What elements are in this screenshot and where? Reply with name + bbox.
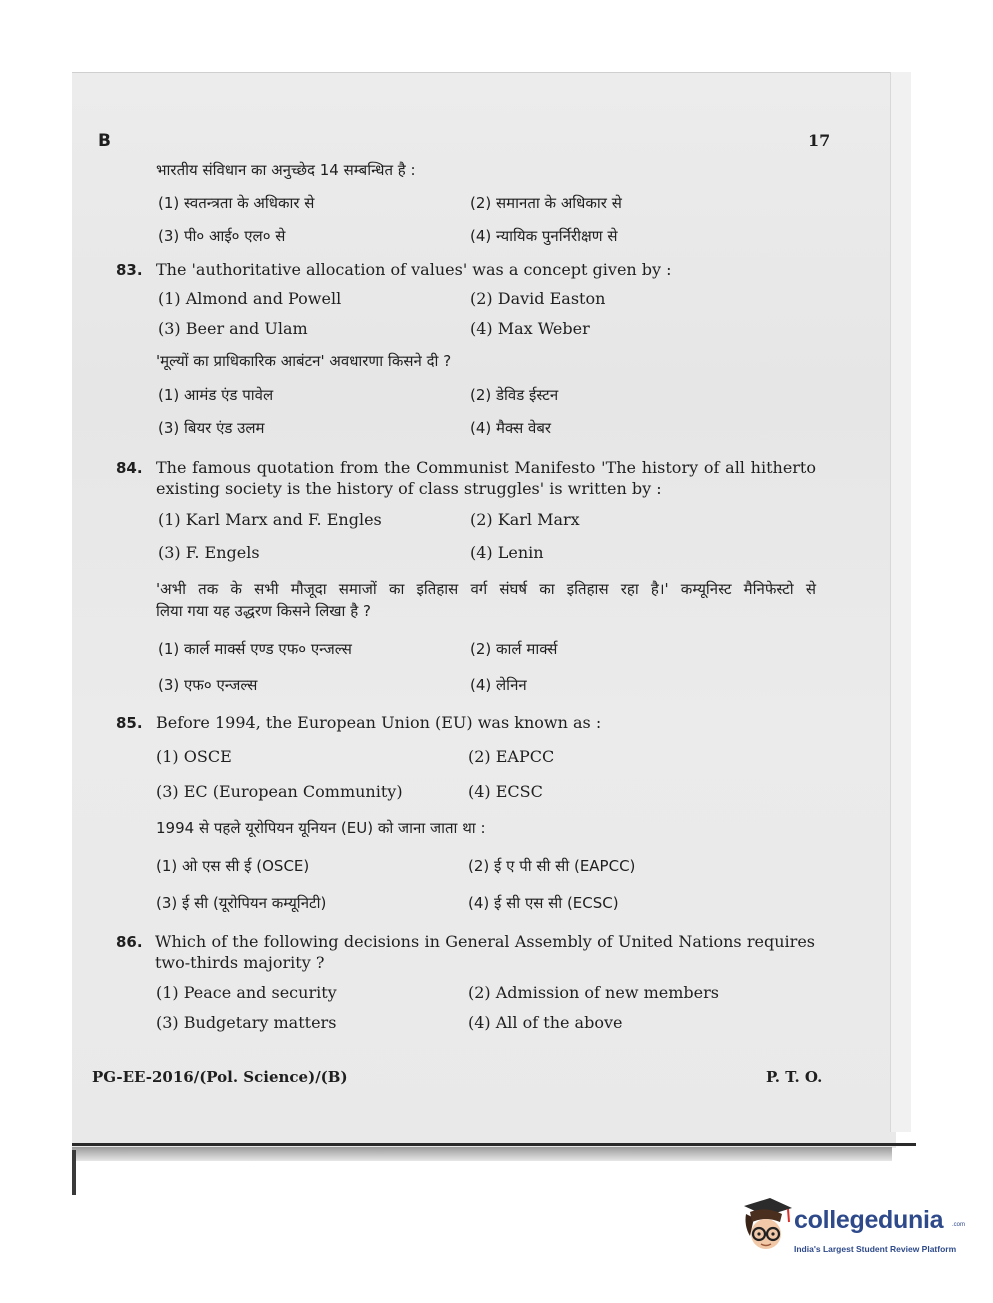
q83-hi-option-3: (3) बियर एंड उलम (158, 419, 265, 437)
q85-hi-option-2: (2) ई ए पी सी सी (EAPCC) (468, 857, 636, 875)
q86-stem-english-line2: two-thirds majority ? (155, 953, 325, 972)
set-label: B (98, 131, 111, 151)
brand-name: collegedunia (794, 1206, 944, 1234)
q86-en-option-1: (1) Peace and security (156, 983, 337, 1002)
q85-hi-option-3: (3) ई सी (यूरोपियन कम्यूनिटी) (156, 894, 327, 912)
page-edge (890, 72, 911, 1132)
page-turn-note: P. T. O. (766, 1068, 823, 1086)
q84-en-option-1: (1) Karl Marx and F. Engles (158, 510, 382, 529)
q83-hi-option-4: (4) मैक्स वेबर (470, 419, 552, 437)
q85-hi-option-4: (4) ई सी एस सी (ECSC) (468, 894, 619, 912)
q86-number: 86. (116, 933, 143, 951)
q85-en-option-4: (4) ECSC (468, 782, 543, 801)
q84-en-option-2: (2) Karl Marx (470, 510, 580, 529)
bottom-rule (72, 1143, 916, 1146)
brand-tld: .com (952, 1222, 966, 1228)
q84-hi-option-4: (4) लेनिन (470, 676, 527, 694)
q84-hi-option-2: (2) कार्ल मार्क्स (470, 640, 558, 658)
q85-en-option-1: (1) OSCE (156, 747, 232, 766)
q83-en-option-1: (1) Almond and Powell (158, 289, 342, 308)
q82-option-2: (2) समानता के अधिकार से (470, 194, 622, 212)
q84-en-option-3: (3) F. Engels (158, 543, 260, 562)
q83-stem-english: The 'authoritative allocation of values' was a concept given by : (156, 260, 672, 279)
q83-en-option-4: (4) Max Weber (470, 319, 590, 338)
q84-stem-hindi-line2: लिया गया यह उद्धरण किसने लिखा है ? (156, 602, 371, 620)
q82-option-1: (1) स्वतन्त्रता के अधिकार से (158, 194, 315, 212)
q86-en-option-2: (2) Admission of new members (468, 983, 719, 1002)
brand-tagline: India's Largest Student Review Platform (794, 1244, 957, 1254)
q83-hi-option-1: (1) आमंड एंड पावेल (158, 386, 274, 404)
q84-stem-english-line1: The famous quotation from the Communist Manifesto 'The history of all hitherto (156, 458, 816, 477)
q83-stem-hindi: 'मूल्यों का प्राधिकारिक आबंटन' अवधारणा किसने दी ? (156, 352, 452, 370)
q83-en-option-2: (2) David Easton (470, 289, 606, 308)
q85-en-option-2: (2) EAPCC (468, 747, 555, 766)
q83-hi-option-2: (2) डेविड ईस्टन (470, 386, 559, 404)
student-mascot-icon (736, 1196, 796, 1258)
q84-stem-english-line2: existing society is the history of class struggles' is written by : (156, 479, 662, 498)
q84-stem-hindi-line1: 'अभी तक के सभी मौजूदा समाजों का इतिहास वर्ग संघर्ष का इतिहास रहा है।' कम्यूनिस्ट मैनिफेस्टो से (156, 580, 816, 598)
scan-shadow (72, 1147, 892, 1161)
q83-number: 83. (116, 261, 143, 279)
left-edge-mark (72, 1150, 76, 1195)
q85-en-option-3: (3) EC (European Community) (156, 782, 403, 801)
q82-option-4: (4) न्यायिक पुनर्निरीक्षण से (470, 227, 618, 245)
q85-stem-english: Before 1994, the European Union (EU) was known as : (156, 713, 602, 732)
q85-stem-hindi: 1994 से पहले यूरोपियन यूनियन (EU) को जाना जाता था : (156, 819, 486, 837)
page-number: 17 (808, 131, 831, 150)
q86-en-option-3: (3) Budgetary matters (156, 1013, 337, 1032)
q84-hi-option-1: (1) कार्ल मार्क्स एण्ड एफ० एन्जल्स (158, 640, 352, 658)
q83-en-option-3: (3) Beer and Ulam (158, 319, 308, 338)
q86-stem-english-line1: Which of the following decisions in General Assembly of United Nations requires (155, 932, 815, 951)
q84-hi-option-3: (3) एफ० एन्जल्स (158, 676, 258, 694)
q84-en-option-4: (4) Lenin (470, 543, 544, 562)
paper-code: PG-EE-2016/(Pol. Science)/(B) (92, 1068, 348, 1086)
q84-number: 84. (116, 459, 143, 477)
q86-en-option-4: (4) All of the above (468, 1013, 623, 1032)
q85-hi-option-1: (1) ओ एस सी ई (OSCE) (156, 857, 310, 875)
q85-number: 85. (116, 714, 143, 732)
q82-option-3: (3) पी० आई० एल० से (158, 227, 286, 245)
q82-stem-hindi: भारतीय संविधान का अनुच्छेद 14 सम्बन्धित है : (156, 161, 416, 179)
